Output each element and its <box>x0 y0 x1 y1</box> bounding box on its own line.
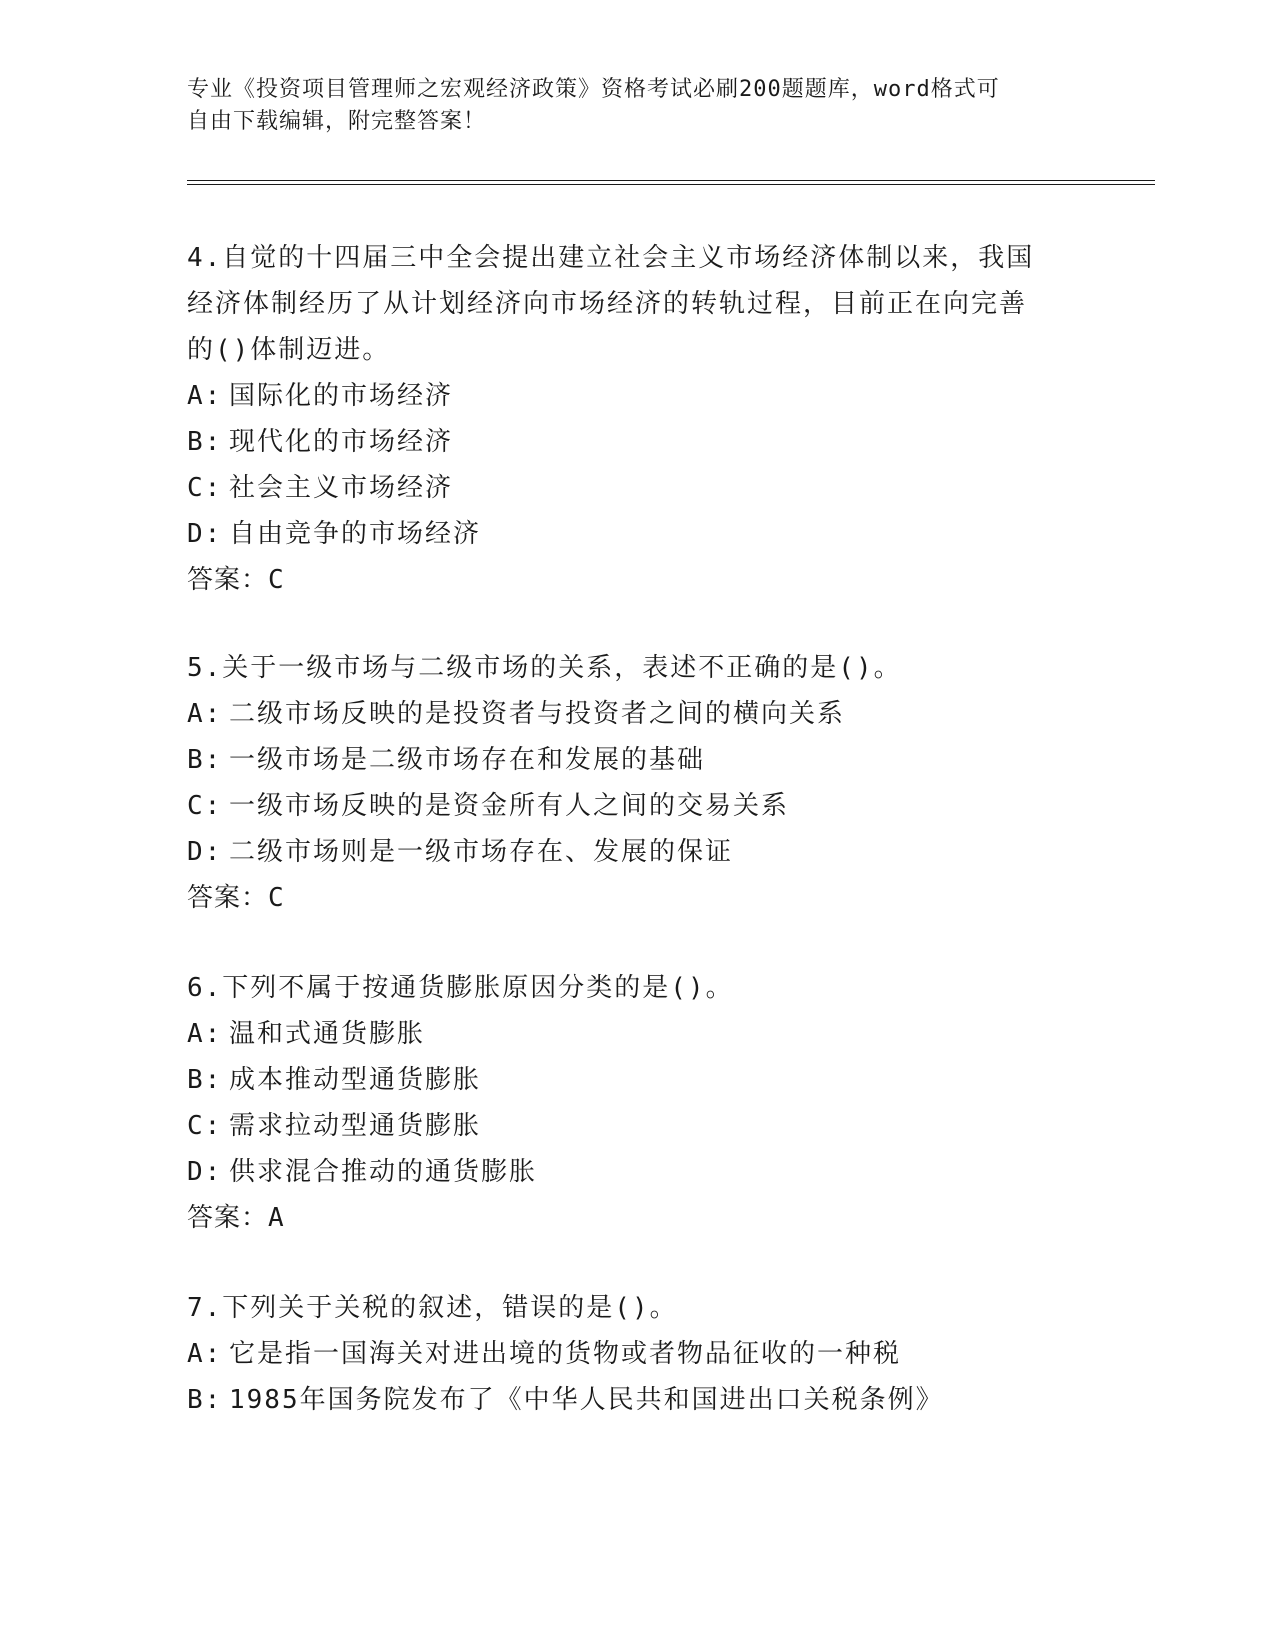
option-text: 二级市场则是一级市场存在、发展的保证 <box>229 837 734 867</box>
option-b <box>187 1377 1087 1423</box>
option-label: B: <box>187 745 223 775</box>
option-b <box>187 1057 1087 1103</box>
answer-value: C <box>268 565 285 595</box>
option-label: A: <box>187 1019 223 1049</box>
header-divider-bottom <box>187 184 1155 185</box>
option-text: 需求拉动型通货膨胀 <box>229 1111 482 1141</box>
question-stem-line: 6.下列不属于按通货膨胀原因分类的是()。 <box>187 973 734 1003</box>
option-text: 温和式通货膨胀 <box>229 1019 426 1049</box>
option-a <box>187 1331 1087 1377</box>
option-label: A: <box>187 1339 223 1369</box>
option-b <box>187 737 1087 783</box>
option-label: D: <box>187 837 223 867</box>
document-header <box>187 74 1087 138</box>
question-stem-line: 的()体制迈进。 <box>187 335 391 365</box>
answer-value: A <box>268 1203 285 1233</box>
option-label: C: <box>187 473 223 503</box>
option-text: 一级市场反映的是资金所有人之间的交易关系 <box>229 791 790 821</box>
option-a <box>187 1011 1087 1057</box>
option-label: C: <box>187 1111 223 1141</box>
question-6 <box>187 965 1087 1241</box>
option-text: 自由竞争的市场经济 <box>229 519 482 549</box>
option-text: 供求混合推动的通货膨胀 <box>229 1157 538 1187</box>
answer <box>187 1195 1087 1241</box>
option-c <box>187 465 1087 511</box>
question-4 <box>187 235 1087 603</box>
option-label: B: <box>187 1385 223 1415</box>
option-c <box>187 1103 1087 1149</box>
header-divider-top <box>187 180 1155 181</box>
answer <box>187 875 1087 921</box>
option-text: 它是指一国海关对进出境的货物或者物品征收的一种税 <box>229 1339 902 1369</box>
option-a <box>187 373 1087 419</box>
option-text: 国际化的市场经济 <box>229 381 454 411</box>
option-label: D: <box>187 519 223 549</box>
option-text: 1985年国务院发布了《中华人民共和国进出口关税条例》 <box>229 1385 944 1415</box>
option-d <box>187 1149 1087 1195</box>
question-stem-line: 5.关于一级市场与二级市场的关系，表述不正确的是()。 <box>187 653 902 683</box>
answer-label: 答案： <box>187 883 269 913</box>
header-line-1: 专业《投资项目管理师之宏观经济政策》资格考试必刷200题题库，word格式可 <box>187 77 1000 102</box>
answer-label: 答案： <box>187 1203 269 1233</box>
option-text: 社会主义市场经济 <box>229 473 454 503</box>
answer <box>187 557 1087 603</box>
question-7 <box>187 1285 1087 1423</box>
question-stem-line: 7.下列关于关税的叙述，错误的是()。 <box>187 1293 678 1323</box>
option-label: A: <box>187 381 223 411</box>
option-d <box>187 511 1087 557</box>
answer-value: C <box>268 883 285 913</box>
option-b <box>187 419 1087 465</box>
option-label: B: <box>187 427 223 457</box>
question-stem-line: 经济体制经历了从计划经济向市场经济的转轨过程，目前正在向完善 <box>187 289 1028 319</box>
option-text: 现代化的市场经济 <box>229 427 454 457</box>
option-c <box>187 783 1087 829</box>
header-line-2: 自由下载编辑，附完整答案！ <box>187 109 487 134</box>
option-label: D: <box>187 1157 223 1187</box>
option-label: C: <box>187 791 223 821</box>
option-text: 成本推动型通货膨胀 <box>229 1065 482 1095</box>
option-label: A: <box>187 699 223 729</box>
option-d <box>187 829 1087 875</box>
question-stem-line: 4.自觉的十四届三中全会提出建立社会主义市场经济体制以来，我国 <box>187 243 1035 273</box>
option-a <box>187 691 1087 737</box>
question-5 <box>187 645 1087 921</box>
option-text: 二级市场反映的是投资者与投资者之间的横向关系 <box>229 699 846 729</box>
option-text: 一级市场是二级市场存在和发展的基础 <box>229 745 706 775</box>
answer-label: 答案： <box>187 565 269 595</box>
option-label: B: <box>187 1065 223 1095</box>
